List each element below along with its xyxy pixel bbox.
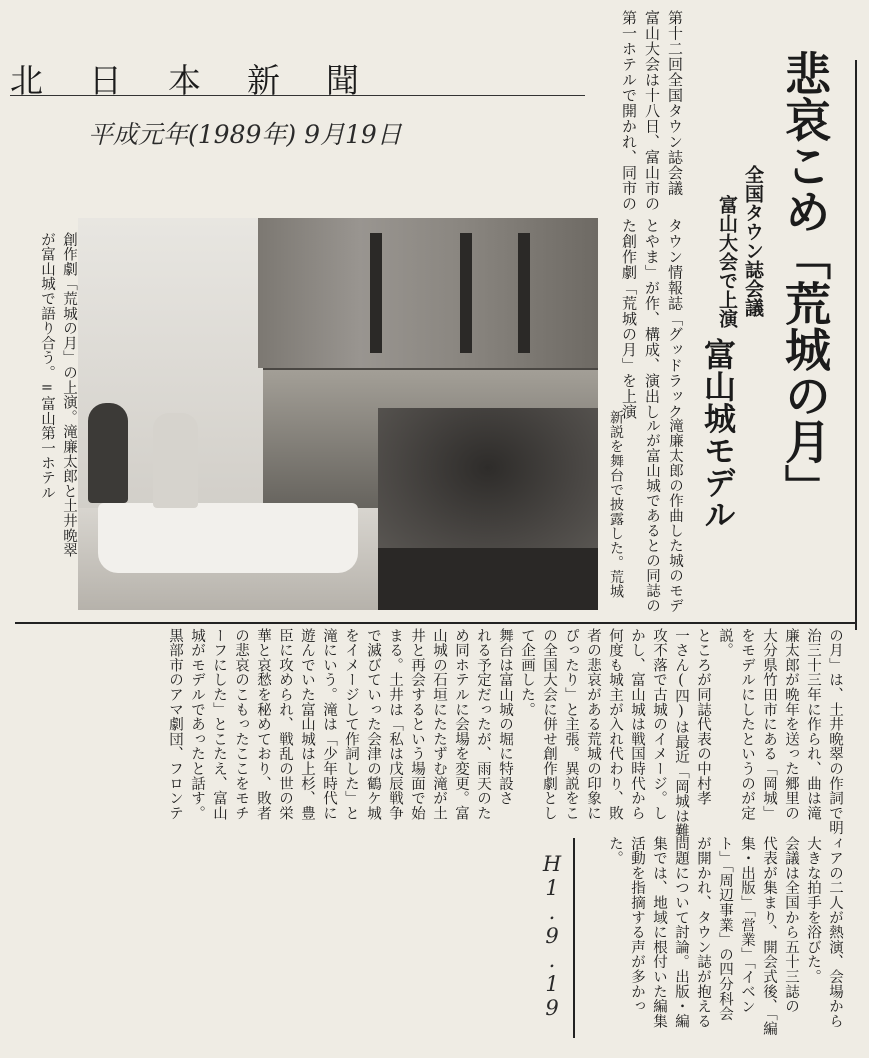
- main-headline: 悲哀こめ「荒城の月」: [778, 50, 832, 510]
- body-column-19: 山城の石垣にたたずむ滝が土: [431, 628, 447, 821]
- top-column-2: とやま」が作、構成、演出し: [643, 218, 661, 420]
- body-column-11: 何度も城主が入れ代わり、敗: [607, 628, 623, 821]
- photo-side-column-2: ルが富山城であるとの同誌の: [644, 418, 660, 613]
- right-column-8: 問題について討論。出版・編: [673, 836, 689, 1029]
- body-column-4: 大分県竹田市にある「岡城」: [761, 628, 777, 821]
- handwritten-date-note: H1.9.19: [540, 852, 564, 1020]
- body-column-17: れる予定だったが、雨天のた: [475, 628, 491, 821]
- body-column-14: の全国大会に併せ創作劇とし: [541, 628, 557, 821]
- right-column-1: ィアの二人が熱演、会場から: [827, 836, 843, 1029]
- top-column-4: 新説を舞台で披露した。荒城: [608, 410, 624, 599]
- lead-column-3: 第一ホテルで開かれ、同市の: [620, 10, 638, 212]
- body-column-9: 攻不落で古城のイメージ。し: [651, 628, 667, 821]
- top-column-3: た創作劇「荒城の月」を上演: [620, 218, 638, 420]
- top-column-1: タウン情報誌「グッドラック: [666, 218, 684, 420]
- right-column-6: ト」「周辺事業」の四分科会: [717, 836, 733, 1022]
- right-column-9: 集では、地域に根付いた編集: [651, 836, 667, 1029]
- right-column-2: 大きな拍手を浴びた。: [805, 836, 821, 984]
- body-column-31: 黒部市のアマ劇団、フロンテ: [167, 628, 183, 821]
- right-column-7: が開かれ、タウン誌が抱える: [695, 836, 711, 1029]
- body-column-27: 華と哀愁を秘めており、敗者: [255, 628, 271, 821]
- right-column-4: 代表が集まり、開会式後、「編: [761, 836, 777, 1036]
- body-column-7: ところが同誌代表の中村孝: [695, 628, 711, 806]
- subheadline-model: 富山城モデル: [699, 338, 737, 530]
- lead-column-1: 第十二回全国タウン誌会議: [666, 10, 684, 196]
- body-column-5: をモデルにしたというのが定: [739, 628, 755, 821]
- body-column-20: 井と再会するという場面で始: [409, 628, 425, 821]
- body-column-6: 説。: [717, 628, 733, 658]
- body-column-1: の月」は、土井晩翠の作詞で明: [827, 628, 843, 836]
- subheadline-toyama: 富山大会で上演: [716, 195, 738, 328]
- body-column-29: ーフにした」とこたえ、富山: [211, 628, 227, 821]
- newspaper-masthead: 北日本新聞: [10, 55, 585, 96]
- body-column-30: 城がモデルであったと話す。: [189, 628, 205, 821]
- photo-side-column-1: 滝廉太郎の作曲した城のモデ: [667, 418, 683, 613]
- body-column-28: の悲哀のこもったここをモチ: [233, 628, 249, 821]
- lead-column-2: 富山大会は十八日、富山市の: [643, 10, 661, 212]
- body-column-22: で滅びていった会津の鶴ケ城: [365, 628, 381, 821]
- body-column-24: 滝にいう。滝は「少年時代に: [321, 628, 337, 821]
- right-column-5: 集・出版」「営業」「イベン: [739, 836, 755, 1014]
- body-column-15: て企画した。: [519, 628, 535, 717]
- body-column-16: 舞台は富山城の堀に特設さ: [497, 628, 513, 806]
- lower-right-divider: [573, 838, 575, 1038]
- body-column-8: 一さん(四)は最近「岡城は難: [673, 628, 689, 839]
- body-column-10: かし、富山城は戦国時代から: [629, 628, 645, 821]
- right-border-rule: [855, 60, 857, 630]
- body-column-18: め同ホテルに会場を変更。富: [453, 628, 469, 821]
- body-column-21: まる。土井は「私は戊辰戦争: [387, 628, 403, 821]
- photo-caption-line-2: が富山城で語り合う。=富山第一ホテル: [39, 232, 55, 500]
- section-divider: [15, 622, 855, 624]
- body-column-26: 臣に攻められ、戦乱の世の栄: [277, 628, 293, 821]
- right-column-11: た。: [607, 836, 623, 866]
- stage-photo: [78, 218, 598, 610]
- subheadline-conference: 全国タウン誌会議: [742, 165, 764, 317]
- body-column-23: をイメージして作詞した」と: [343, 628, 359, 821]
- handwritten-date: 平成元年(1989年) 9月19日: [88, 120, 402, 149]
- right-column-10: 活動を指摘する声が多かっ: [629, 836, 645, 1014]
- body-column-13: ぴったり」と主張。異説をこ: [563, 628, 579, 821]
- right-column-3: 会議は全国から五十三誌の: [783, 836, 799, 1014]
- body-column-12: 者の悲哀がある荒城の印象に: [585, 628, 601, 821]
- photo-caption-line-1: 創作劇「荒城の月」の上演。滝廉太郎と土井晩翠: [61, 232, 77, 558]
- body-column-3: 廉太郎が晩年を送った郷里の: [783, 628, 799, 821]
- body-column-2: 治三十三年に作られ、曲は滝: [805, 628, 821, 821]
- body-column-25: 遊んでいた富山城は上杉、豊: [299, 628, 315, 821]
